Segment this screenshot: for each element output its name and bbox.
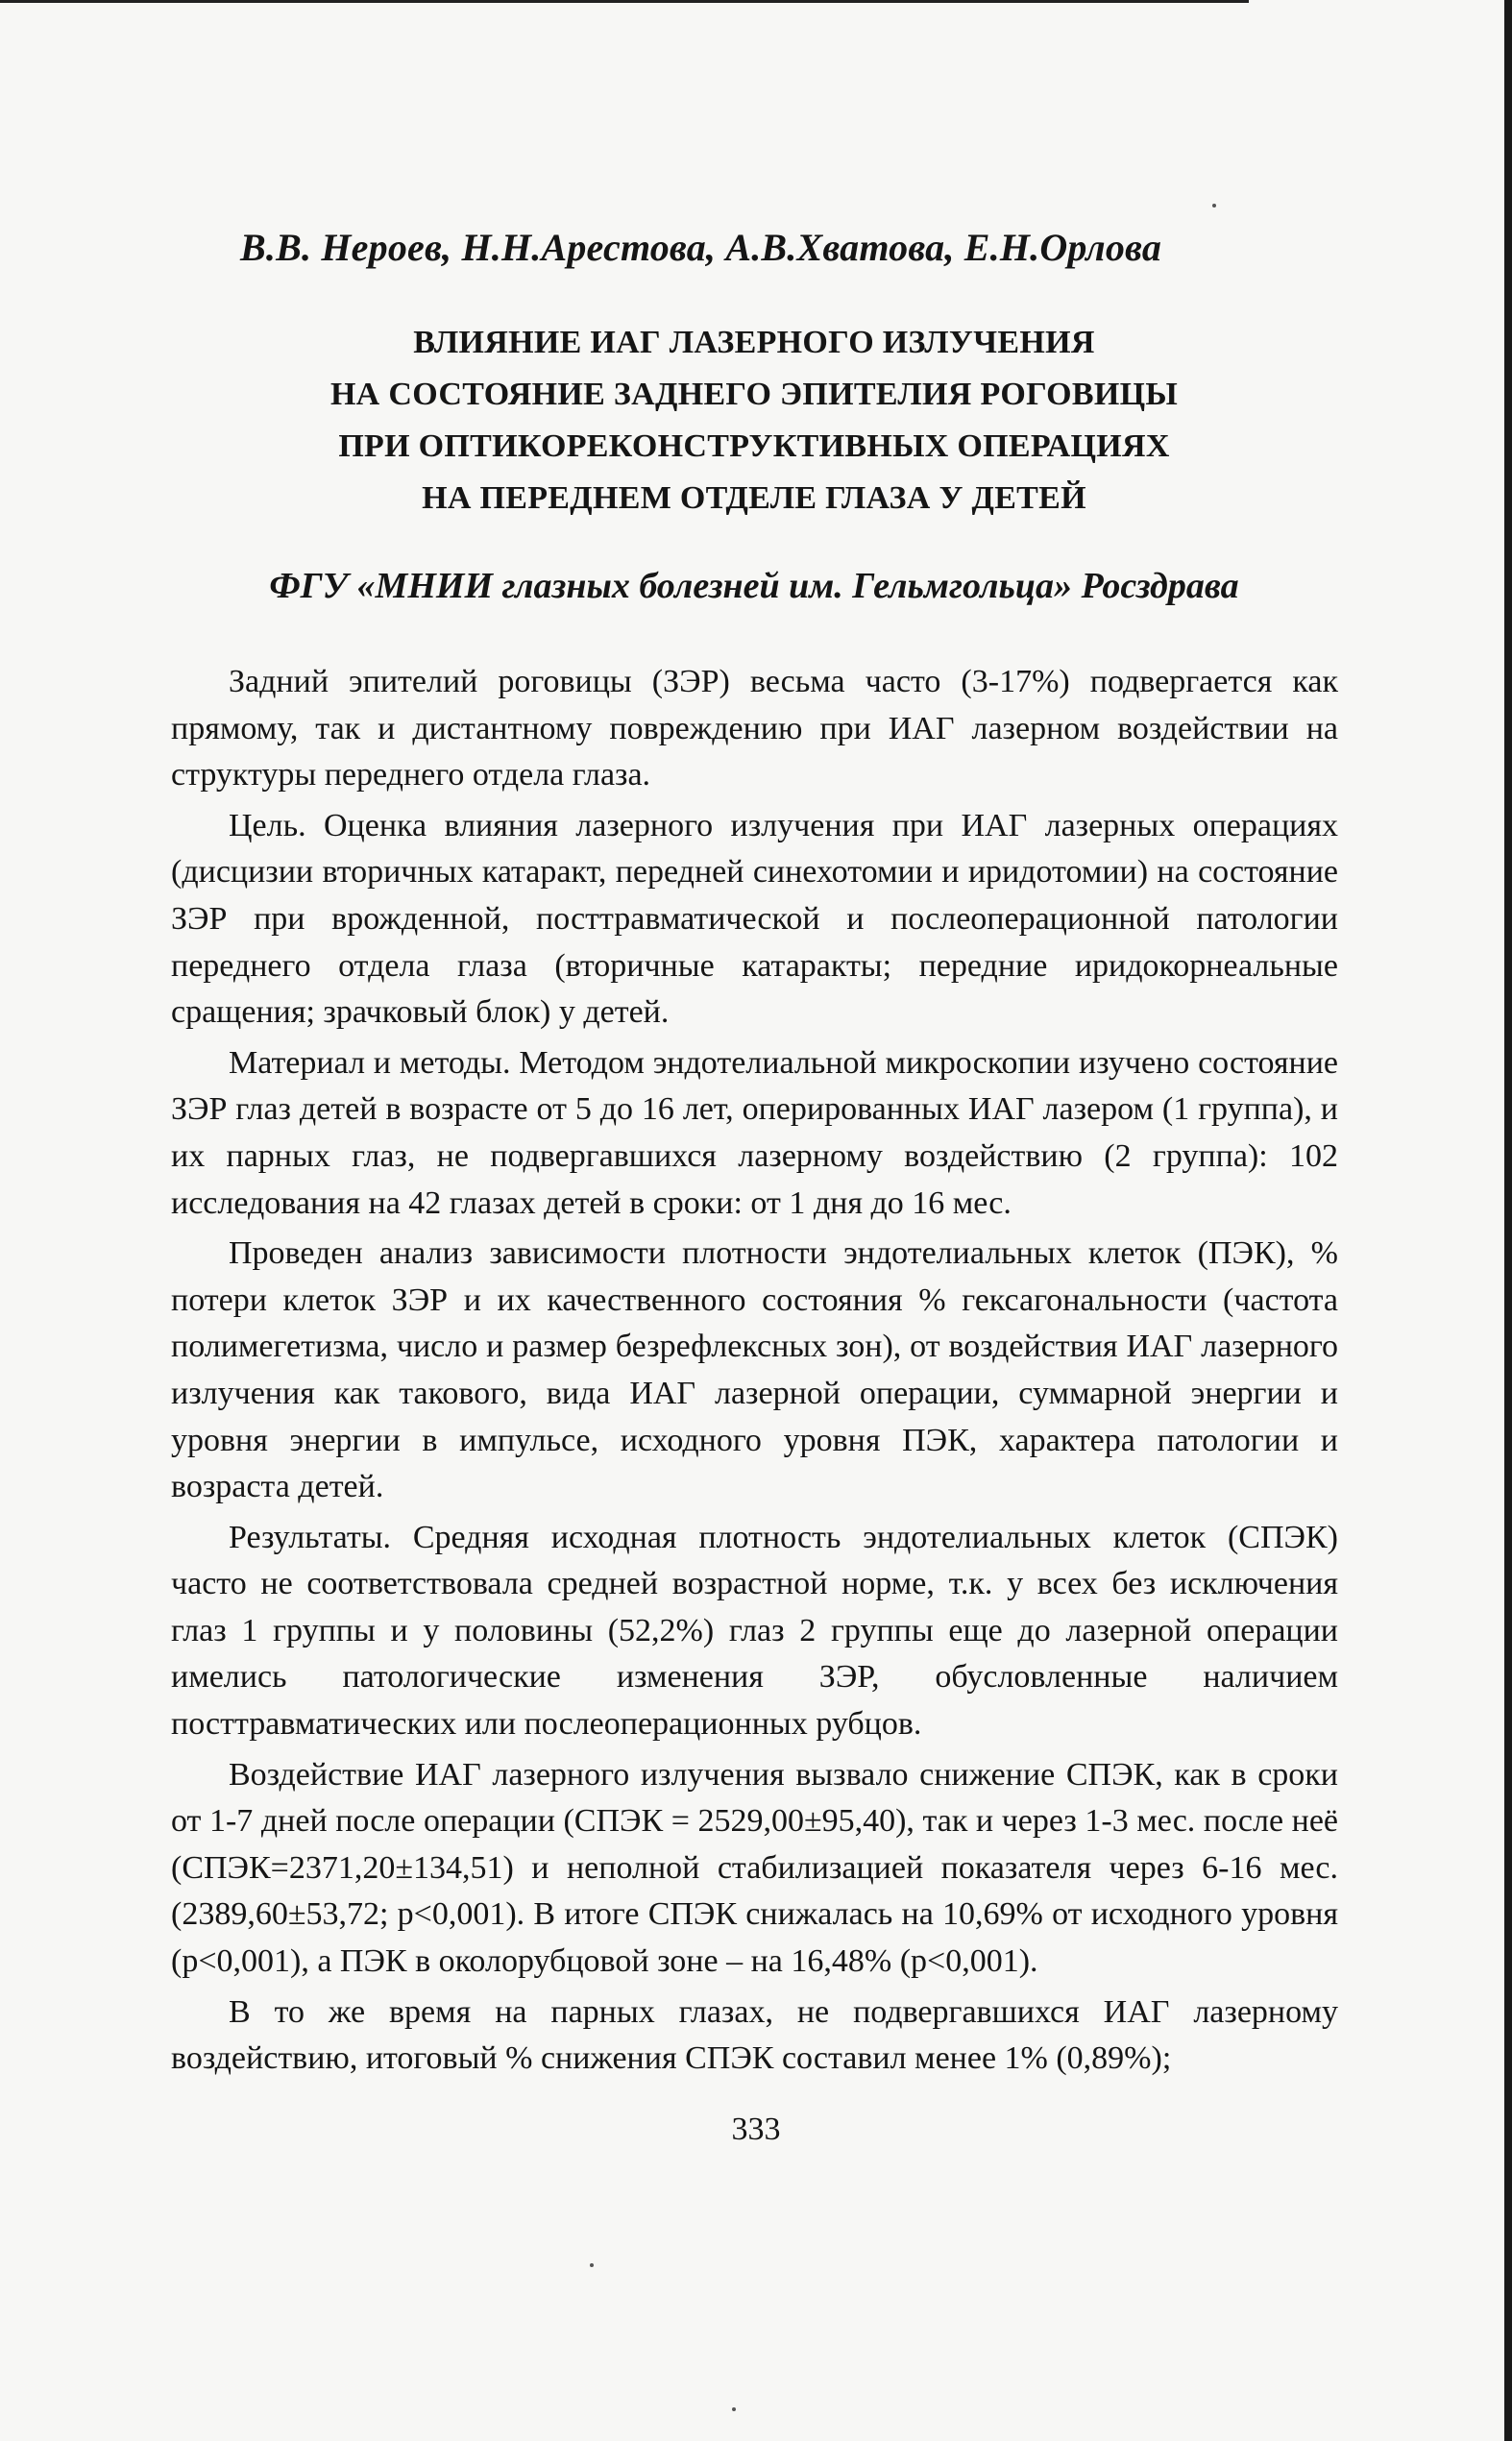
title-line: ВЛИЯНИЕ ИАГ ЛАЗЕРНОГО ИЗЛУЧЕНИЯ <box>413 325 1095 360</box>
paragraph-analysis: Проведен анализ зависимости плотности эндотелиальных клеток (ПЭК), % потери клеток ЗЭР и их качественного состояния % гексагональности (частота полимегетизма, число и размер безрефлексных зон), от воздействия ИАГ лазерного излучения как такового, вида ИАГ лазерной операции, суммарной энергии и уровня энергии в импульсе, исходного уровня ПЭК, характера патологии и возраста детей. <box>171 1235 1338 1505</box>
institution: ФГУ «МНИИ глазных болезней им. Гельмгольца» Росздрава <box>269 566 1239 606</box>
paragraph-methods: Материал и методы. Методом эндотелиальной микроскопии изучено состояние ЗЭР глаз детей в возрасте от 5 до 16 лет, оперированных ИАГ лазером (1 группа), и их парных глаз, не подвергавшихся лазерному воздействию (2 группа): 102 исследования на 42 глазах детей в сроки: от 1 дня до 16 мес. <box>171 1044 1338 1221</box>
article-body <box>171 659 1338 2087</box>
title-line: НА ПЕРЕДНЕМ ОТДЕЛЕ ГЛАЗА У ДЕТЕЙ <box>422 480 1086 516</box>
authors: В.В. Нероев, Н.Н.Арестова, А.В.Хватова, Е.Н.Орлова <box>240 226 1162 269</box>
title-line: ПРИ ОПТИКОРЕКОНСТРУКТИВНЫХ ОПЕРАЦИЯХ <box>338 428 1170 464</box>
title-line: НА СОСТОЯНИЕ ЗАДНЕГО ЭПИТЕЛИЯ РОГОВИЦЫ <box>329 377 1179 412</box>
article-title <box>221 317 1287 525</box>
scan-speck <box>590 2263 594 2267</box>
scan-edge <box>1504 0 1512 2441</box>
paragraph-results: Результаты. Средняя исходная плотность эндотелиальных клеток (СПЭК) часто не соответствовала средней возрастной норме, т.к. у всех без исключения глаз 1 группы и у половины (52,2%) глаз 2 группы еще до лазерной операции имелись патологические изменения ЗЭР, обусловленные наличием посттравматических или послеоперационных рубцов. <box>171 1519 1338 1743</box>
scan-speck <box>732 2407 736 2411</box>
paragraph-laser-effect: Воздействие ИАГ лазерного излучения вызвало снижение СПЭК, как в сроки от 1-7 дней после операции (СПЭК = 2529,00±95,40), так и через 1-3 мес. после неё (СПЭК=2371,20±134,51) и неполной стабилизацией показателя через 6-16 мес. (2389,60±53,72; p<0,001). В итоге СПЭК снижалась на 10,69% от исходного уровня (p<0,001), а ПЭК в околорубцовой зоне – на 16,48% (p<0,001). <box>171 1756 1338 1980</box>
scan-speck <box>1212 204 1216 207</box>
paragraph-goal: Цель. Оценка влияния лазерного излучения при ИАГ лазерных операциях (дисцизии вторичных катаракт, передней синехотомии и иридотомии) на состояние ЗЭР при врожденной, посттравматической и послеоперационной патологии переднего отдела глаза (вторичные катаракты; передние иридокорнеальные сращения; зрачковый блок) у детей. <box>171 807 1338 1031</box>
paragraph-paired-eyes: В то же время на парных глазах, не подвергавшихся ИАГ лазерному воздействию, итоговый % снижения СПЭК составил менее 1% (0,89%); <box>171 1993 1338 2077</box>
top-rule <box>0 0 1249 3</box>
paragraph-intro: Задний эпителий роговицы (ЗЭР) весьма часто (3-17%) подвергается как прямому, так и дистантному повреждению при ИАГ лазерном воздействии на структуры переднего отдела глаза. <box>171 664 1338 793</box>
page-number: 333 <box>731 2111 781 2147</box>
